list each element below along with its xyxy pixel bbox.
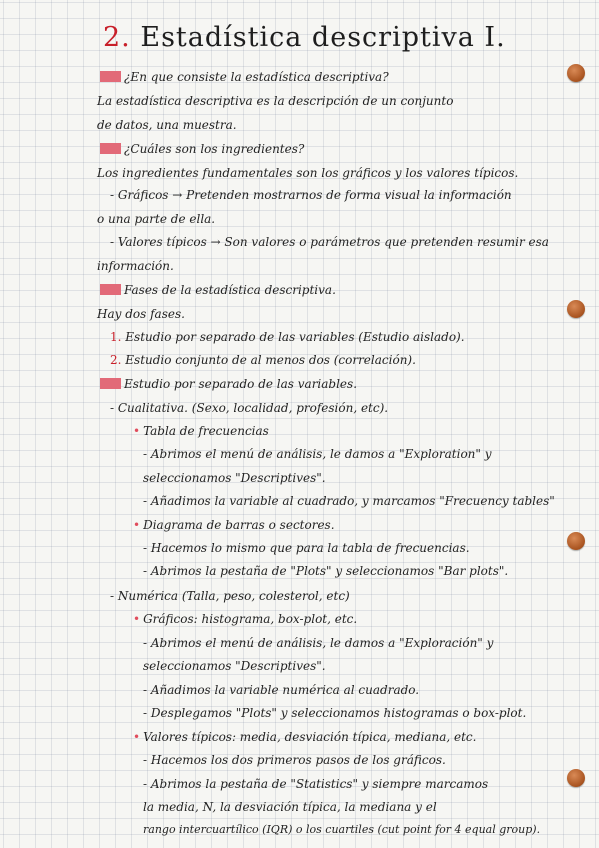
bullet: • xyxy=(133,518,141,532)
bullet-item: • Valores típicos: media, desviación típica, mediana, etc. xyxy=(133,730,477,744)
text-line: - Cualitativa. (Sexo, localidad, profesión, etc). xyxy=(110,401,389,415)
highlight-marker xyxy=(100,71,121,82)
text-line: - Abrimos la pestaña de "Statistics" y siempre marcamos xyxy=(143,777,489,791)
text-line: Los ingredientes fundamentales son los gráficos y los valores típicos. xyxy=(97,166,519,180)
bullet: • xyxy=(133,730,141,744)
text-line: - Numérica (Talla, peso, colesterol, etc) xyxy=(110,589,350,603)
text-line: - Abrimos la pestaña de "Plots" y seleccionamos "Bar plots". xyxy=(143,564,509,578)
binder-hole-icon xyxy=(567,300,585,318)
binder-hole-icon xyxy=(567,769,585,787)
text-line: - Gráficos → Pretenden mostrarnos de forma visual la información xyxy=(110,188,512,202)
text-line: - Añadimos la variable numérica al cuadrado. xyxy=(143,683,420,697)
text-line: La estadística descriptiva es la descripción de un conjunto xyxy=(97,94,454,108)
bullet-item: • Gráficos: histograma, box-plot, etc. xyxy=(133,612,358,626)
text-line: información. xyxy=(97,259,174,273)
highlight-marker xyxy=(100,284,121,295)
text-line: Hay dos fases. xyxy=(97,307,185,321)
bullet: • xyxy=(133,612,141,626)
highlight-marker xyxy=(100,378,121,389)
heading-phases: Fases de la estadística descriptiva. xyxy=(100,283,336,297)
highlight-marker xyxy=(100,143,121,154)
numbered-item-1: 1. Estudio por separado de las variables (Estudio aislado). xyxy=(110,330,465,344)
text-line: - Desplegamos "Plots" y seleccionamos histogramas o box-plot. xyxy=(143,706,527,720)
binder-hole-icon xyxy=(567,532,585,550)
text-line: - Añadimos la variable al cuadrado, y marcamos "Frecuency tables" xyxy=(143,494,555,508)
binder-hole-icon xyxy=(567,64,585,82)
text-line: o una parte de ella. xyxy=(97,212,216,226)
heading-separate-study: Estudio por separado de las variables. xyxy=(100,377,357,391)
text-line: - Abrimos el menú de análisis, le damos a "Exploration" y xyxy=(143,447,492,461)
text-line: seleccionamos "Descriptives". xyxy=(143,471,326,485)
text-line: de datos, una muestra. xyxy=(97,118,237,132)
bullet-item: • Tabla de frecuencias xyxy=(133,424,269,438)
text-line: - Abrimos el menú de análisis, le damos a "Exploración" y xyxy=(143,636,494,650)
text-line: la media, N, la desviación típica, la mediana y el xyxy=(143,800,437,814)
numbered-item-2: 2. Estudio conjunto de al menos dos (correlación). xyxy=(110,353,416,367)
text-line: - Hacemos lo mismo que para la tabla de frecuencias. xyxy=(143,541,470,555)
text-line: - Valores típicos → Son valores o parámetros que pretenden resumir esa xyxy=(110,235,549,249)
heading-question-1: ¿En que consiste la estadística descriptiva? xyxy=(100,70,389,84)
text-line: rango intercuartílico (IQR) o los cuartiles (cut point for 4 equal group). xyxy=(143,823,541,836)
bullet-item: • Diagrama de barras o sectores. xyxy=(133,518,335,532)
title-text: Estadística descriptiva I. xyxy=(140,22,506,53)
list-number: 2. xyxy=(110,353,122,367)
text-line: - Hacemos los dos primeros pasos de los gráficos. xyxy=(143,753,446,767)
title-number: 2. xyxy=(103,22,131,53)
heading-question-2: ¿Cuáles son los ingredientes? xyxy=(100,142,304,156)
bullet: • xyxy=(133,424,141,438)
text-line: seleccionamos "Descriptives". xyxy=(143,659,326,673)
list-number: 1. xyxy=(110,330,122,344)
page-title xyxy=(103,22,506,53)
